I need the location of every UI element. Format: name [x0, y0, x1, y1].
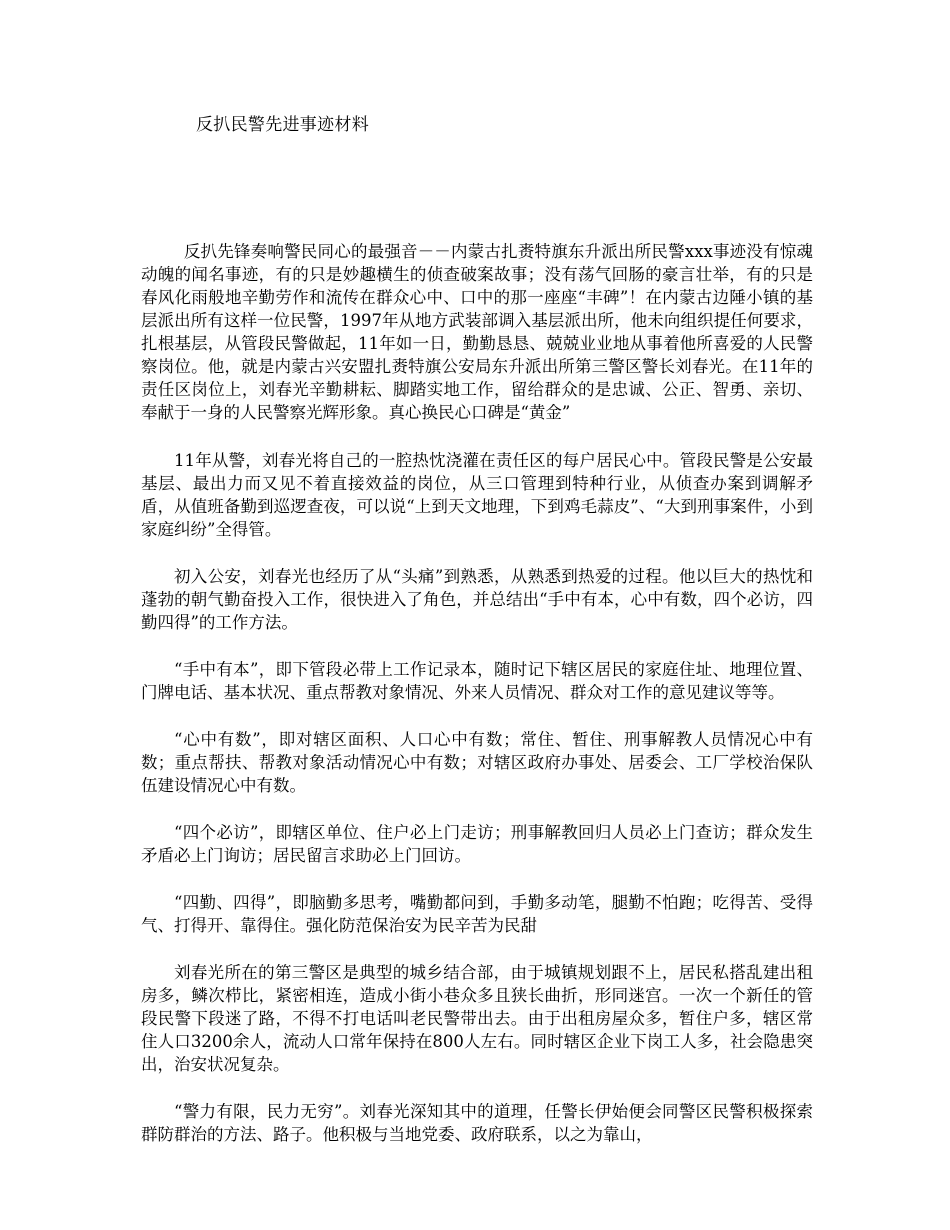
paragraph-third-district: 刘春光所在的第三警区是典型的城乡结合部，由于城镇规划跟不上，居民私搭乱建出租房多，鳞次栉比，紧密相连，造成小街小巷众多且狭长曲折，形同迷宫。一次一个新任的管段民警下段迷了路，不得不打电话叫老民警带出去。由于出租房屋众多，暂住户多，辖区常住人口3200余人，流动人口常年保持在800人左右。同时辖区企业下岗工人多，社会隐患突出，治安状况复杂。: [141, 963, 813, 1074]
paragraph-first-entry: 初入公安，刘春光也经历了从“头痛”到熟悉，从熟悉到热爱的过程。他以巨大的热忱和蓬勃的朝气勤奋投入工作，很快进入了角色，并总结出“手中有本，心中有数，四个必访，四勤四得”的工作方法。: [141, 567, 813, 632]
paragraph-intro: 反扒先锋奏响警民同心的最强音－－内蒙古扎赉特旗东升派出所民警xxx事迹没有惊魂动魄的闻名事迹，有的只是妙趣横生的侦查破案故事；没有荡气回肠的豪言壮举，有的只是春风化雨般地辛勤劳作和流传在群众心中、口中的那一座座“丰碑”！在内蒙古边陲小镇的基层派出所有这样一位民警，1997年从地方武装部调入基层派出所，他未向组织提任何要求，扎根基层，从管段民警做起，11年如一日，勤勤恳恳、兢兢业业地从事着他所喜爱的人民警察岗位。他，就是内蒙古兴安盟扎赉特旗公安局东升派出所第三警区警长刘春光。在11年的责任区岗位上，刘春光辛勤耕耘、脚踏实地工作，留给群众的是忠诚、公正、智勇、亲切、奉献于一身的人民警察光辉形象。真心换民心口碑是“黄金”: [141, 242, 813, 422]
document-title: 反扒民警先进事迹材料: [196, 115, 369, 135]
paragraph-four-visits: “四个必访”，即辖区单位、住户必上门走访；刑事解教回归人员必上门查访；群众发生矛盾必上门询访；居民留言求助必上门回访。: [141, 823, 813, 865]
paragraph-limited-police: “警力有限，民力无穷”。刘春光深知其中的道理，任警长伊始便会同警区民警积极探索群防群治的方法、路子。他积极与当地党委、政府联系，以之为靠山，: [141, 1102, 813, 1144]
paragraph-four-diligences: “四勤、四得”，即脑勤多思考，嘴勤都问到，手勤多动笔，腿勤不怕跑；吃得苦、受得气、打得开、靠得住。强化防范保治安为民辛苦为民甜: [141, 893, 813, 935]
paragraph-know-the-numbers: “心中有数”，即对辖区面积、人口心中有数；常住、暂住、刑事解教人员情况心中有数；重点帮扶、帮教对象活动情况心中有数；对辖区政府办事处、居委会、工厂学校治保队伍建设情况心中有数。: [141, 730, 813, 795]
document-body: [141, 240, 813, 1170]
paragraph-notebook-in-hand: “手中有本”，即下管段必带上工作记录本，随时记下辖区居民的家庭住址、地理位置、门牌电话、基本状况、重点帮教对象情况、外来人员情况、群众对工作的意见建议等等。: [141, 660, 813, 702]
paragraph-eleven-years: 11年从警，刘春光将自己的一腔热忱浇灌在责任区的每户居民心中。管段民警是公安最基层、最出力而又见不着直接效益的岗位，从三口管理到特种行业，从侦查办案到调解矛盾，从值班备勤到巡逻查夜，可以说“上到天文地理，下到鸡毛蒜皮”、“大到刑事案件，小到家庭纠纷”全得管。: [141, 451, 813, 539]
